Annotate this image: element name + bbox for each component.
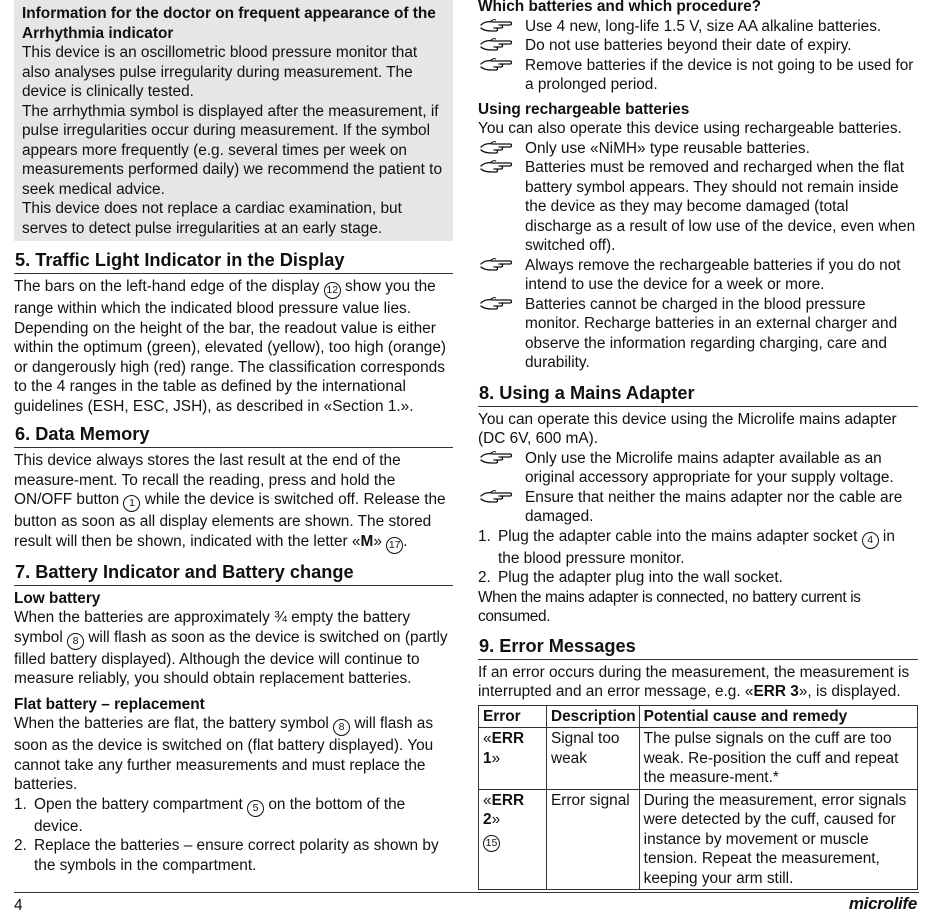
low-battery-title: Low battery: [14, 589, 101, 607]
reference-marker: 8: [67, 633, 84, 650]
section-6-heading: 6. Data Memory: [14, 423, 453, 448]
pointing-hand-icon: [478, 256, 525, 295]
pointing-hand-icon: [478, 139, 525, 159]
which-batteries-list: [478, 17, 918, 95]
right-column: [478, 0, 918, 890]
bullet-item: [478, 256, 918, 295]
rechargeable-intro: You can also operate this device using rechargeable batteries.: [478, 120, 902, 137]
section-9-heading: 9. Error Messages: [478, 635, 918, 660]
bullet-text: Only use «NiMH» type reusable batteries.: [525, 139, 810, 157]
flat-battery-text: When the batteries are flat, the battery symbol 8 will flash as soon as the device is switched on (flat battery displayed). You cannot take any further measurements and must replace the batteries.: [14, 715, 434, 793]
page-number: 4: [14, 897, 23, 914]
bullet-item: [478, 56, 918, 95]
bullet-text: Batteries must be removed and recharged when the flat battery symbol appears. They should not remain inside the device as they may become damaged (total discharge as a result of low use of the device, even when switched off).: [525, 159, 916, 254]
pointing-hand-icon: [478, 17, 525, 37]
pointing-hand-icon: [478, 158, 525, 256]
bullet-text: Do not use batteries beyond their date of expiry.: [525, 37, 852, 54]
pointing-hand-icon: [478, 488, 525, 527]
section-6-text: This device always stores the last result at the end of the measure-ment. To recall the reading, press and hold the ON/OFF button 1 while the device is switched off. Release the button as soon as all display elements are shown. The stored result will then be shown, indicated with the letter «M» 17 .: [14, 451, 453, 554]
bullet-text: Use 4 new, long-life 1.5 V, size AA alkaline batteries.: [525, 17, 882, 35]
bullet-item: [478, 36, 918, 56]
rechargeable-title: Using rechargeable batteries: [478, 100, 690, 118]
reference-marker: 1: [123, 495, 140, 512]
bullet-text: Remove batteries if the device is not going to be used for a prolonged period.: [525, 56, 914, 93]
memory-letter: M: [360, 532, 374, 550]
mains-note: When the mains adapter is connected, no battery current is consumed.: [478, 588, 861, 625]
description-cell: Error signal: [547, 789, 640, 890]
brand-logo: microlife: [848, 894, 917, 913]
numbered-step: 1. Open the battery compartment 5 on the bottom of the device.: [14, 795, 406, 835]
rechargeable-list: [478, 139, 918, 373]
error-table: [478, 705, 918, 891]
info-box-paragraph: This device is an oscillometric blood pressure monitor that also analyses pulse irregularity during measurement. The device is clinically tested.: [22, 44, 418, 100]
info-box-paragraph: The arrhythmia symbol is displayed after the measurement, if pulse irregularities occur during measurement. If the symbol appears more frequently (e.g. several times per week on measurements performed daily) we recommend the patient to seek medical advice.: [22, 102, 443, 198]
bullet-text: Ensure that neither the mains adapter nor the cable are damaged.: [525, 488, 903, 525]
section-5-heading: 5. Traffic Light Indicator in the Display: [14, 249, 453, 274]
remedy-cell: The pulse signals on the cuff are too weak. Re-position the cuff and repeat the measure-ment.*: [639, 728, 917, 790]
numbered-step: 2. Replace the batteries – ensure correct polarity as shown by the symbols in the compartment.: [14, 837, 439, 874]
column-header: Potential cause and remedy: [639, 705, 917, 728]
mains-adapter-list: [478, 449, 918, 527]
reference-marker: 15: [483, 835, 500, 852]
table-row: [479, 728, 918, 790]
footer-divider: [14, 892, 919, 893]
bullet-text: Only use the Microlife mains adapter available as an original accessory appropriate for your supply voltage.: [525, 449, 894, 486]
bullet-text: Always remove the rechargeable batteries if you do not intend to use the device for a week or more.: [525, 256, 901, 293]
section-7-heading: 7. Battery Indicator and Battery change: [14, 561, 453, 586]
bullet-item: [478, 139, 918, 159]
left-column: [14, 0, 453, 875]
bullet-item: [478, 488, 918, 527]
numbered-step: 1. Plug the adapter cable into the mains adapter socket 4 in the blood pressure monitor.: [478, 527, 895, 567]
table-row: [479, 789, 918, 890]
info-box-title: Information for the doctor on frequent appearance of the Arrhythmia indicator: [22, 5, 436, 42]
description-cell: Signal too weak: [547, 728, 640, 790]
reference-marker: 12: [324, 282, 341, 299]
table-header-row: [479, 705, 918, 728]
section-9-intro: If an error occurs during the measurement, the measurement is interrupted and an error message, e.g. «ERR 3», is displayed.: [478, 663, 910, 700]
numbered-step: 2. Plug the adapter plug into the wall socket.: [478, 569, 783, 586]
pointing-hand-icon: [478, 295, 525, 373]
flat-battery-title: Flat battery – replacement: [14, 695, 205, 713]
error-code-cell: «ERR 1»: [479, 728, 547, 790]
section-5-text: The bars on the left-hand edge of the display 12 show you the range within which the indicated blood pressure value lies. Depending on the height of the bar, the readout value is either within the optimum (green), elevated (yellow), too high (orange) or dangerously high (red) range. The classification corresponds to the 4 ranges in the table as defined by the international guidelines (ESH, ESC, JSH), as described in «Section 1.».: [14, 278, 447, 415]
which-batteries-title: Which batteries and which procedure?: [478, 0, 762, 15]
section-8-heading: 8. Using a Mains Adapter: [478, 382, 918, 407]
reference-marker: 5: [247, 800, 264, 817]
pointing-hand-icon: [478, 449, 525, 488]
arrhythmia-info-box: [14, 0, 453, 241]
reference-marker: 17: [386, 537, 403, 554]
bullet-item: [478, 17, 918, 37]
remedy-cell: During the measurement, error signals were detected by the cuff, caused for instance by movement or muscle tension. Repeat the measurement, keeping your arm still.: [639, 789, 917, 890]
bullet-text: Batteries cannot be charged in the blood pressure monitor. Recharge batteries in an external charger and observe the information regarding charging, care and durability.: [525, 295, 898, 371]
bullet-item: [478, 295, 918, 373]
error-code-cell: «ERR 2» 15: [479, 789, 547, 890]
bullet-item: [478, 158, 918, 256]
low-battery-text: When the batteries are approximately ¾ empty the battery symbol 8 will flash as soon as the device is switched on (partly filled battery displayed). Although the device will continue to measure reliably, you should obtain replacement batteries.: [14, 609, 448, 687]
section-8-intro: You can operate this device using the Microlife mains adapter (DC 6V, 600 mA).: [478, 410, 897, 447]
column-header: Description: [547, 705, 640, 728]
pointing-hand-icon: [478, 36, 525, 56]
bullet-item: [478, 449, 918, 488]
info-box-paragraph: This device does not replace a cardiac examination, but serves to detect pulse irregularities at an early stage.: [22, 200, 402, 237]
pointing-hand-icon: [478, 56, 525, 95]
reference-marker: 8: [333, 719, 350, 736]
reference-marker: 4: [862, 532, 879, 549]
column-header: Error: [479, 705, 547, 728]
